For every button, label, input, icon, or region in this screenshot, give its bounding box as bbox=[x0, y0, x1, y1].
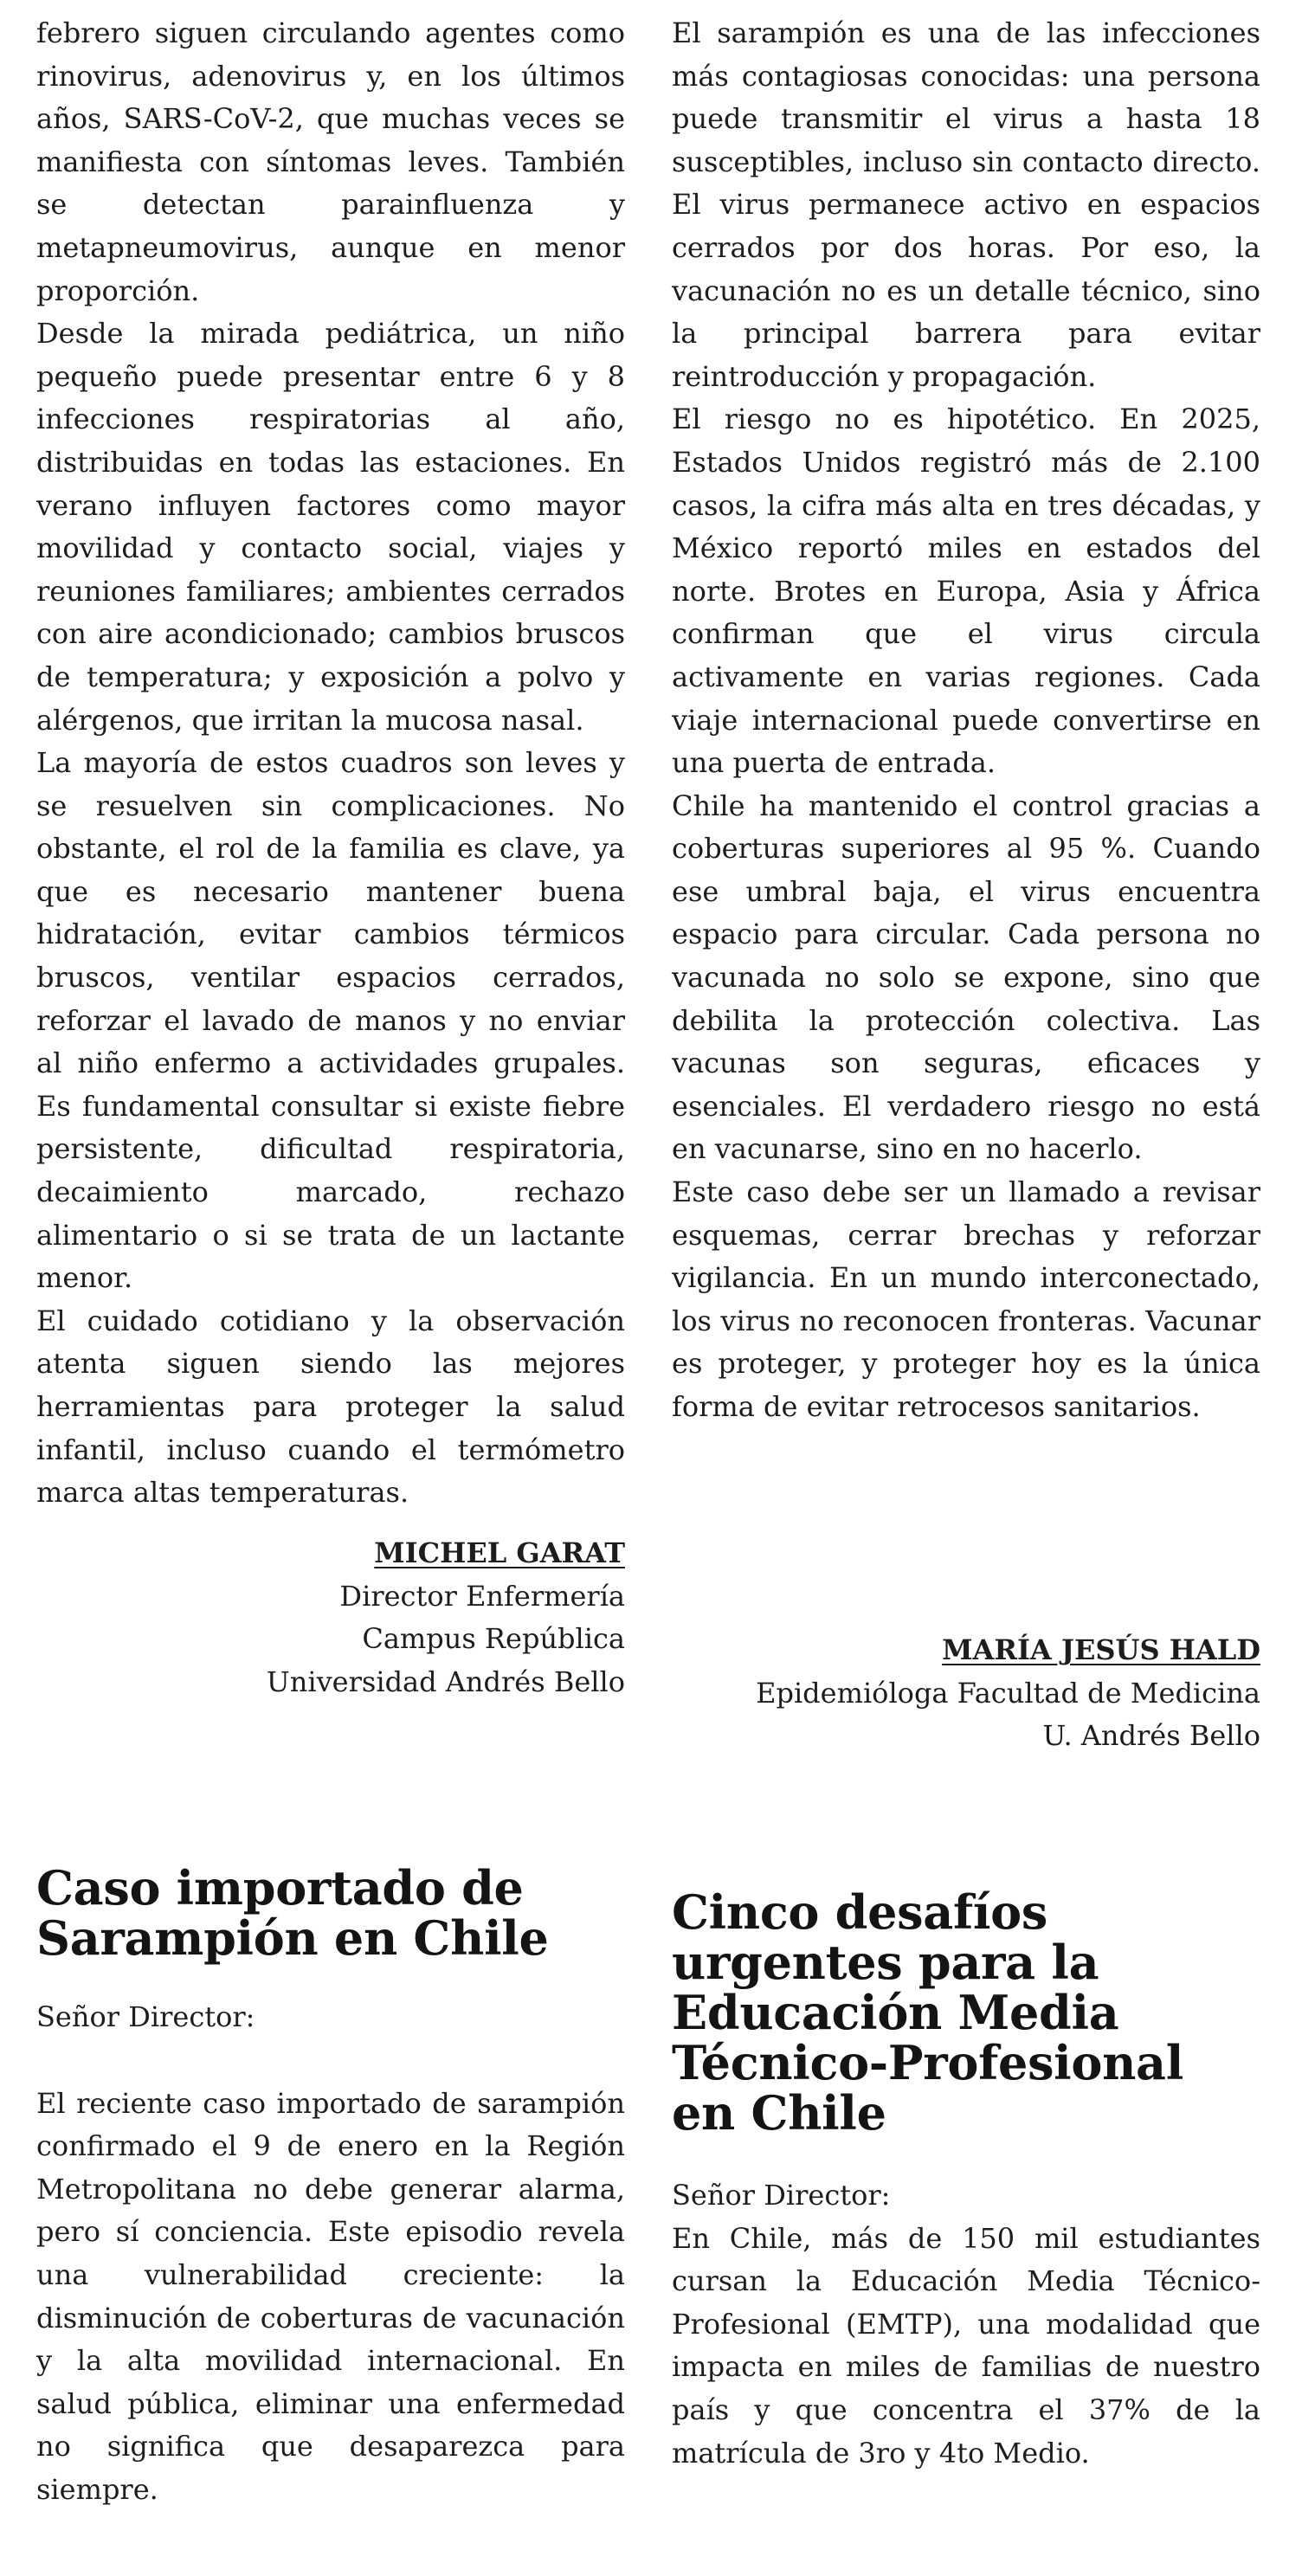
author-institution: U. Andrés Bello bbox=[1042, 1719, 1260, 1753]
left-letter-body bbox=[36, 12, 625, 1515]
author-campus: Campus República bbox=[362, 1622, 625, 1656]
author-title: Director Enfermería bbox=[339, 1579, 625, 1613]
paragraph: Este caso debe ser un llamado a revisar esquemas, cerrar brechas y reforzar vigilancia. En un mundo interconectado, los virus no reconocen fronteras. Vacunar es proteger, y proteger hoy es la única forma de evitar retrocesos sanitarios. bbox=[672, 1175, 1260, 1423]
paragraph: El reciente caso importado de sarampión confirmado el 9 de enero en la Región Metropolitana no debe generar alarma, pero sí conciencia. Este episodio revela una vulnerabilidad creciente: la disminución de coberturas de vacunación y la alta movilidad internacional. En salud pública, eliminar una enfermedad no significa que desaparezca para siempre. bbox=[36, 2086, 625, 2506]
paragraph: En Chile, más de 150 mil estudiantes cursan la Educación Media Técnico-Profesional (EMTP), una modalidad que impacta en miles de familias de nuestro país y que concentra el 37% de la matrícula de 3ro y 4to Medio. bbox=[672, 2221, 1260, 2470]
author-name: MARÍA JESÚS HALD bbox=[942, 1633, 1260, 1666]
letter-headline: Caso importado de Sarampión en Chile bbox=[36, 1860, 549, 1966]
left-letter-continuation bbox=[36, 12, 625, 1515]
letter-sarampion bbox=[36, 1860, 625, 2512]
salutation: Señor Director: bbox=[36, 2000, 255, 2033]
paragraph: Chile ha mantenido el control gracias a coberturas superiores al 95 %. Cuando ese umbral baja, el virus encuentra espacio para circular. Cada persona no vacunada no solo se expone, sino que debilita la protección colectiva. Las vacunas son seguras, eficaces y esenciales. El verdadero riesgo no está en vacunarse, sino en no hacerlo. bbox=[672, 789, 1260, 1166]
signature-maria-jesus-hald bbox=[672, 1629, 1260, 1758]
signature-michel-garat bbox=[36, 1532, 625, 1703]
author-title: Epidemióloga Facultad de Medicina bbox=[756, 1676, 1260, 1710]
paragraph: La mayoría de estos cuadros son leves y se resuelven sin complicaciones. No obstante, el rol de la familia es clave, ya que es necesario mantener buena hidratación, evitar cambios térmicos bruscos, ventilar espacios cerrados, reforzar el lavado de manos y no enviar al niño enfermo a actividades grupales. Es fundamental consultar si existe fiebre persistente, dificultad respiratoria, decaimiento marcado, rechazo alimentario o si se trata de un lactante menor. bbox=[36, 746, 625, 1295]
paragraph: El riesgo no es hipotético. En 2025, Estados Unidos registró más de 2.100 casos, la cifra más alta en tres décadas, y México reportó miles en estados del norte. Brotes en Europa, Asia y África confirman que el virus circula activamente en varias regiones. Cada viaje internacional puede convertirse en una puerta de entrada. bbox=[672, 402, 1260, 780]
paragraph: El sarampión es una de las infecciones más contagiosas conocidas: una persona puede transmitir el virus a hasta 18 susceptibles, incluso sin contacto directo. El virus permanece activo en espacios cerrados por dos horas. Por eso, la vacunación no es un detalle técnico, sino la principal barrera para evitar reintroducción y propagación. bbox=[672, 16, 1260, 393]
author-institution: Universidad Andrés Bello bbox=[266, 1665, 625, 1698]
letter-body bbox=[672, 2218, 1260, 2476]
letter-headline: Cinco desafíos urgentes para la Educación Media Técnico-Profesional en Chile bbox=[672, 1884, 1183, 2141]
letter-emtp bbox=[672, 1884, 1260, 2475]
paragraph: febrero siguen circulando agentes como rinovirus, adenovirus y, en los últimos años, SARS-CoV-2, que muchas veces se manifiesta con síntomas leves. También se detectan parainfluenza y metapneumovirus, aunque en menor proporción. bbox=[36, 16, 625, 307]
letter-body bbox=[36, 2083, 625, 2512]
right-letter-continuation bbox=[672, 12, 1260, 1429]
paragraph: El cuidado cotidiano y la observación atenta siguen siendo las mejores herramientas para proteger la salud infantil, incluso cuando el termómetro marca altas temperaturas. bbox=[36, 1304, 625, 1510]
paragraph: Desde la mirada pediátrica, un niño pequeño puede presentar entre 6 y 8 infecciones respiratorias al año, distribuidas en todas las estaciones. En verano influyen factores como mayor movilidad y contacto social, viajes y reuniones familiares; ambientes cerrados con aire acondicionado; cambios bruscos de temperatura; y exposición a polvo y alérgenos, que irritan la mucosa nasal. bbox=[36, 317, 625, 737]
salutation: Señor Director: bbox=[672, 2179, 891, 2212]
right-letter-body bbox=[672, 12, 1260, 1429]
author-name: MICHEL GARAT bbox=[374, 1536, 625, 1569]
